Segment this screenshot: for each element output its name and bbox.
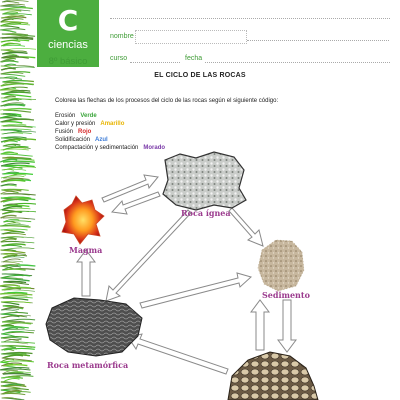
label-metamorphic-rock: Roca metamórfica: [47, 360, 129, 370]
subject-name: ciencias: [48, 39, 88, 51]
code-color: Morado: [143, 145, 166, 151]
label-igneous-rock: Roca ígnea: [181, 208, 231, 218]
grade-level: 8º básico: [48, 56, 88, 67]
sedimentary-rock-image: [228, 352, 318, 400]
code-color: Verde: [80, 113, 97, 119]
arrow-sedimentaria-to-sedimento: [251, 300, 269, 350]
date-label: fecha: [185, 55, 203, 62]
code-process: Compactación y sedimentación: [55, 145, 139, 151]
metamorphic-rock-image: [46, 298, 142, 356]
label-sediment: Sedimento: [262, 290, 310, 300]
arrow-ignea-to-sedimento: [229, 208, 263, 246]
magma-image: [62, 196, 104, 244]
course-label: curso: [110, 55, 128, 62]
code-process: Calor y presión: [55, 121, 96, 127]
code-process: Erosión: [55, 113, 76, 119]
code-color: Azul: [95, 137, 108, 143]
label-magma: Magma: [69, 245, 103, 255]
arrow-ignea-to-metamorfica: [106, 210, 191, 301]
code-process: Fusión: [55, 129, 74, 135]
arrow-sedimento-to-sedimentaria: [278, 300, 296, 352]
code-process: Solidificación: [55, 137, 91, 143]
arrow-metamorfica-to-sedimento: [140, 273, 251, 308]
code-color: Amarillo: [100, 121, 125, 127]
igneous-rock-image: [163, 152, 246, 210]
instructions: Colorea las flechas de los procesos del ciclo de las rocas según el siguiente código:: [55, 98, 279, 104]
subject-letter: C: [57, 4, 79, 37]
code-color: Rojo: [78, 129, 92, 135]
arrow-sedimentaria-to-metamorfica: [128, 334, 228, 374]
name-label: nombre: [110, 33, 134, 40]
sediment-image: [258, 240, 304, 291]
arrow-metamorfica-to-magma: [77, 250, 95, 296]
worksheet-title: EL CICLO DE LAS ROCAS: [154, 72, 246, 79]
